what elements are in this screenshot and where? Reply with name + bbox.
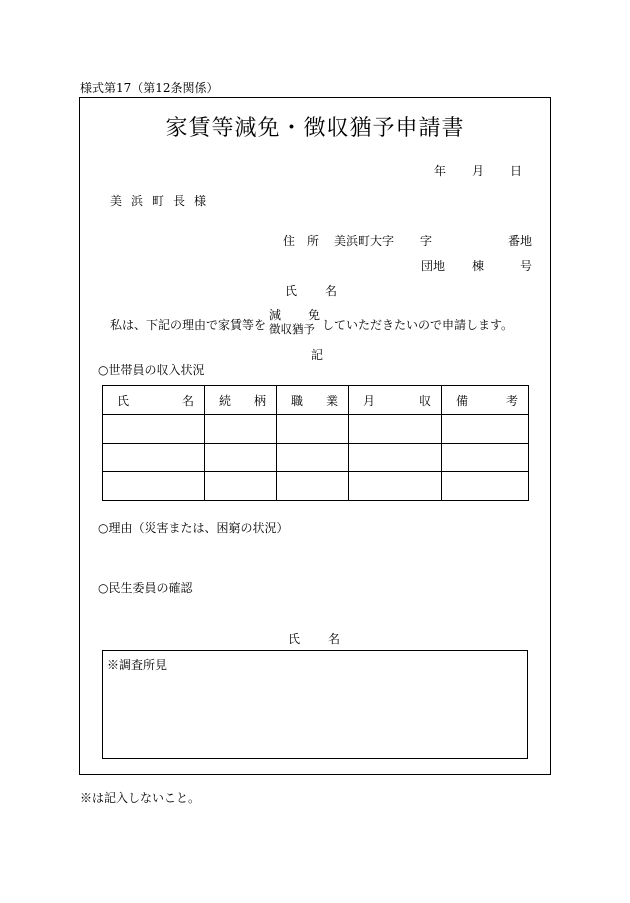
form-number: 様式第17（第12条関係）	[80, 81, 219, 95]
danchi-label: 団地	[421, 259, 446, 273]
col-header-occupation: 職 業	[277, 386, 349, 415]
table-cell[interactable]	[103, 472, 205, 501]
col-header-monthly-income: 月 収	[349, 386, 442, 415]
investigation-remarks-label: ※調査所見	[107, 658, 168, 672]
request-option-2: 徴収猶予	[269, 322, 315, 336]
commissioner-name-label: 氏 名	[288, 632, 349, 646]
request-option-1b: 免	[308, 308, 321, 322]
table-row	[103, 472, 529, 501]
table-row	[103, 415, 529, 444]
table-cell[interactable]	[442, 415, 529, 444]
page-title: 家賃等減免・徴収猶予申請書	[165, 116, 465, 141]
table-cell[interactable]	[205, 472, 277, 501]
month-label: 月	[472, 164, 485, 178]
col-header-relation: 続 柄	[205, 386, 277, 415]
day-label: 日	[510, 164, 523, 178]
go-label: 号	[520, 259, 533, 273]
request-prefix: 私は、下記の理由で家賃等を	[110, 318, 267, 332]
addressee: 美浜町長様	[110, 194, 216, 208]
request-suffix: していただきたいので申請します。	[322, 318, 514, 332]
address-banchi: 番地	[508, 234, 533, 248]
table-row	[103, 443, 529, 472]
table-header-row	[103, 386, 529, 415]
table-cell[interactable]	[349, 415, 442, 444]
address-label: 住 所	[283, 234, 320, 248]
table-cell[interactable]	[277, 472, 349, 501]
year-label: 年	[434, 164, 447, 178]
table-cell[interactable]	[277, 415, 349, 444]
table-cell[interactable]	[442, 443, 529, 472]
col-header-remarks: 備 考	[442, 386, 529, 415]
table-cell[interactable]	[205, 443, 277, 472]
income-section-title: ○世帯員の収入状況	[98, 363, 205, 377]
address-town: 美浜町大字	[334, 234, 395, 248]
to-label: 棟	[472, 259, 485, 273]
table-cell[interactable]	[277, 443, 349, 472]
income-table	[102, 385, 529, 501]
request-option-1a: 減	[269, 308, 282, 322]
applicant-name-label: 氏 名	[285, 284, 346, 298]
table-cell[interactable]	[442, 472, 529, 501]
commissioner-section-title: ○民生委員の確認	[98, 581, 193, 595]
col-header-name: 氏 名	[103, 386, 205, 415]
address-aza: 字	[420, 234, 433, 248]
table-cell[interactable]	[103, 443, 205, 472]
table-cell[interactable]	[103, 415, 205, 444]
table-cell[interactable]	[205, 415, 277, 444]
ki-heading: 記	[311, 348, 324, 362]
footnote: ※は記入しないこと。	[80, 791, 201, 805]
table-cell[interactable]	[349, 472, 442, 501]
investigation-remarks-box[interactable]	[102, 650, 528, 759]
table-cell[interactable]	[349, 443, 442, 472]
reason-section-title: ○理由（災害または、困窮の状況）	[98, 521, 289, 535]
